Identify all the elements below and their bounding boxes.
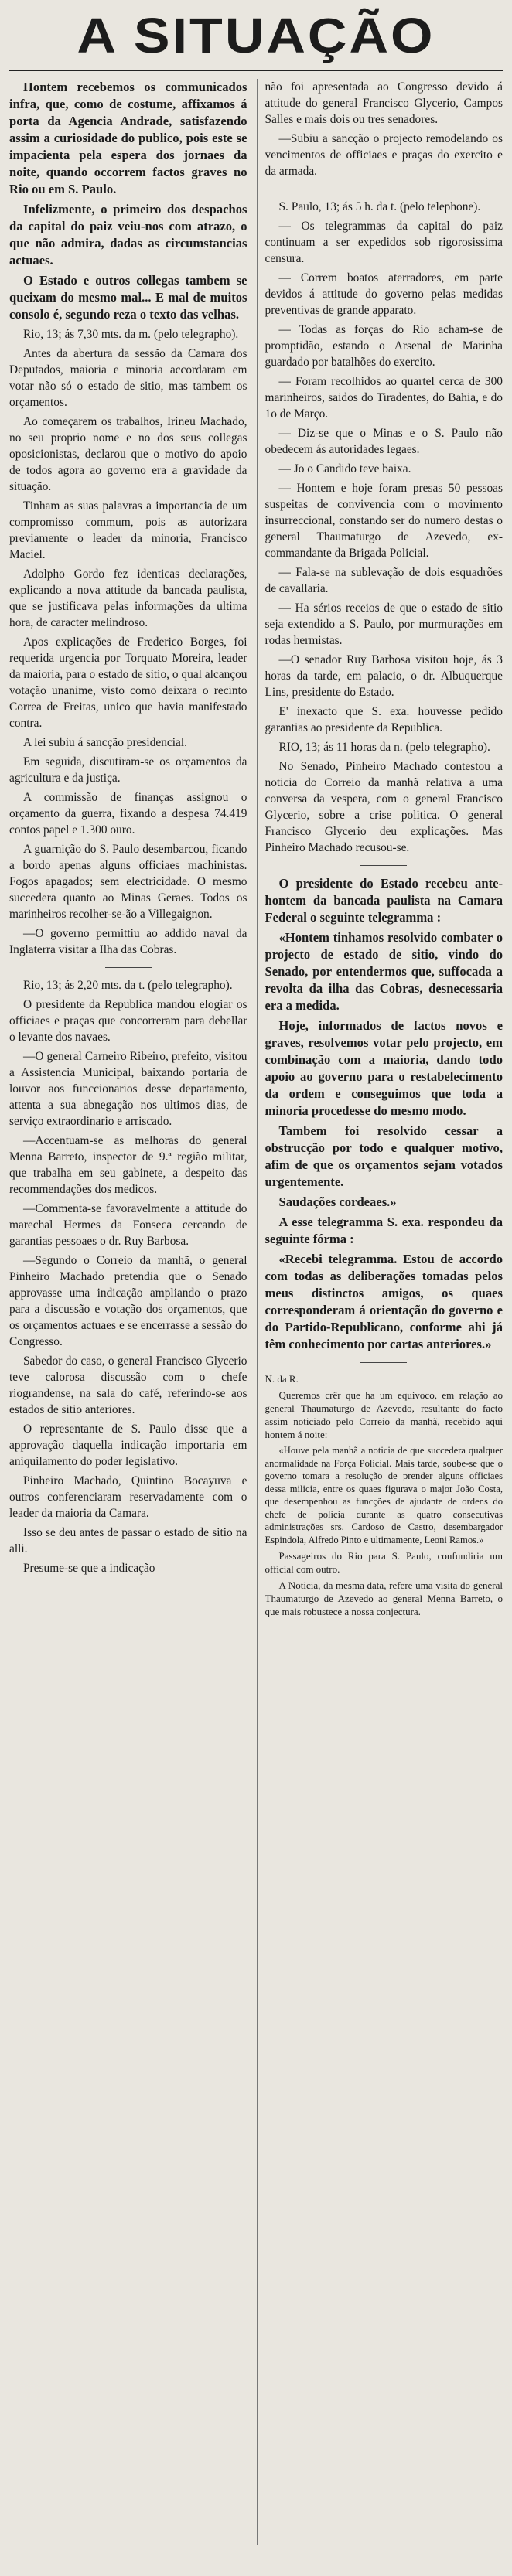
right-paragraph: —Subiu a sancção o projecto remodelando os vencimentos de officiaes e praças do exercito e da armada. (265, 132, 503, 178)
left-paragraph: Pinheiro Machado, Quintino Bocayuva e outros conferenciaram reservadamente com o leader da maioria da Camara. (9, 1474, 247, 1520)
columns (9, 79, 503, 2545)
right-paragraph: No Senado, Pinheiro Machado contestou a noticia do Correio da manhã relativa a uma conversa da vespera, com o general Francisco Glycerio, sobre a crise politica. O general Francisco Glycerio deu explicações. Mas Pinheiro Machado recusou-se. (265, 760, 503, 854)
left-paragraph: Apos explicações de Frederico Borges, foi requerida urgencia por Torquato Moreira, leader da maioria, para o estado de sitio, o qual alcançou votação unanime, visto como deixara o recinto Correa de Freitas, unico que havia manifestado contra. (9, 635, 247, 730)
left-paragraph: Ao começarem os trabalhos, Irineu Machado, no seu proprio nome e no dos seus collegas oposicionistas, declarou que o motivo do apoio de todos agora ao governo era a gravidade da situação. (9, 415, 247, 493)
left-paragraph: Infelizmente, o primeiro dos despachos da capital do paiz veiu-nos com atrazo, o que não admira, dadas as circumstancias actuaes. (9, 202, 247, 267)
right-paragraph: — Ha sérios receios de que o estado de sitio seja extendido a S. Paulo, por murmurações em rodas hermistas. (265, 601, 503, 647)
right-paragraph: RIO, 13; ás 11 horas da n. (pelo telegrapho). (278, 741, 490, 754)
right-column (257, 79, 503, 2545)
section-separator (360, 865, 407, 866)
right-paragraph: —O senador Ruy Barbosa visitou hoje, ás 3 horas da tarde, em palacio, o dr. Albuquerque Lins, presidente do Estado. (265, 653, 503, 699)
left-paragraph: Em seguida, discutiram-se os orçamentos da agricultura e da justiça. (9, 755, 247, 785)
left-column (9, 79, 247, 2545)
left-paragraph: A commissão de finanças assignou o orçamento da guerra, fixando a despesa 74.419 contos papel e 1.300 ouro. (9, 791, 247, 837)
left-paragraph: Isso se deu antes de passar o estado de sitio na alli. (9, 1526, 247, 1555)
right-paragraph: Queremos crêr que ha um equivoco, em relação ao general Thaumaturgo de Azevedo, resultante do facto assim noticiado pelo Correio da manhã, recebido aqui hontem á noite: (265, 1389, 503, 1440)
left-paragraph: Adolpho Gordo fez identicas declarações, explicando a nova attitude da bancada paulista, que se justificava pelas informações da ultima hora, de caracter melindroso. (9, 567, 247, 629)
left-paragraph: —Commenta-se favoravelmente a attitude do marechal Hermes da Fonseca cercando de garantias pessoaes o dr. Ruy Barbosa. (9, 1202, 247, 1248)
left-paragraph: —O general Carneiro Ribeiro, prefeito, visitou a Assistencia Municipal, baixando portaria de louvor aos funccionarios desse departamento, attenta a sua abnegação nos ultimos dias, de serviço extraordinario e arriscado. (9, 1050, 247, 1128)
left-paragraph: Presume-se que a indicação (23, 1562, 155, 1575)
right-paragraph: — Fala-se na sublevação de dois esquadrões de cavallaria. (265, 566, 503, 595)
right-paragraph: — Todas as forças do Rio acham-se de promptidão, estando o Arsenal de Marinha guardado por batalhões do exercito. (265, 323, 503, 369)
right-paragraph: — Hontem e hoje foram presas 50 pessoas suspeitas de convivencia com o movimento insurreccional, constando ser do numero destas o general Thaumaturgo de Azevedo, ex-commandante da Brigada Policial. (265, 482, 503, 560)
left-paragraph: Rio, 13; ás 7,30 mts. da m. (pelo telegrapho). (23, 328, 239, 341)
right-paragraph: «Hontem tinhamos resolvido combater o projecto de estado de sitio, vindo do Senado, por entendermos que, suffocada a revolta da ilha das Cobras, desnecessaria era a medida. (265, 930, 503, 1013)
right-paragraph: — Correm boatos aterradores, em parte devidos á attitude do governo pelas medidas preventivas de grande apparato. (265, 271, 503, 317)
left-paragraph: Rio, 13; ás 2,20 mts. da t. (pelo telegrapho). (23, 979, 233, 992)
section-separator (360, 1362, 407, 1363)
headline-rule (9, 70, 503, 71)
left-paragraph: Hontem recebemos os communicados infra, que, como de costume, affixamos á porta da Agencia Andrade, satisfazendo assim a curiosidade do publico, pois este se impacienta pela espera dos jornaes da noite, quando occorrem factos graves no Rio ou em S. Paulo. (9, 80, 247, 196)
right-paragraph: Saudações cordeaes.» (278, 1194, 397, 1209)
left-paragraph: —Segundo o Correio da manhã, o general Pinheiro Machado pretendia que o Senado approvasse uma indicação ampliando o prazo para a discussão e votação dos orçamentos, que os orçamentos actuaes e se encerrasse a sessão do Congresso. (9, 1254, 247, 1348)
right-paragraph: «Houve pela manhã a noticia de que succedera qualquer anormalidade na Força Policial. Mais tarde, soube-se que o governo tomara a resolução de prender alguns officiaes dessa milicia, entre os quaes figurava o major João Costa, que desempenhou as funcções de ajudante de ordens do chefe de policia durante as quatro consecutivas administrações srs. Cardoso de Castro, desembargador Espindola, Alfredo Pinto e ultimamente, Leoni Ramos.» (265, 1445, 503, 1545)
left-paragraph: —O governo permittiu ao addido naval da Inglaterra visitar a Ilha das Cobras. (9, 927, 247, 956)
left-paragraph: O presidente da Republica mandou elogiar os officiaes e praças que concorreram para debellar o levante dos navaes. (9, 998, 247, 1044)
left-paragraph: Sabedor do caso, o general Francisco Glycerio teve calorosa discussão com o chefe riograndense, na sala do café, referindo-se aos estados de sitio anteriores. (9, 1354, 247, 1416)
headline: A SITUAÇÃO (77, 8, 435, 63)
right-paragraph: A esse telegramma S. exa. respondeu da seguinte fórma : (265, 1215, 503, 1246)
right-paragraph: «Recebi telegramma. Estou de accordo com todas as deliberações tomadas pelos meus distinctos amigos, os quaes corresponderam á orientação do governo e do Partido-Republicano, conforme ahi já têm conhecimento por cartas anteriores.» (265, 1252, 503, 1351)
left-paragraph: O Estado e outros collegas tambem se queixam do mesmo mal... E mal de muitos consolo é, segundo reza o texto das velhas. (9, 273, 247, 322)
right-paragraph: — Diz-se que o Minas e o S. Paulo não obedecem ás autoridades legaes. (265, 427, 503, 456)
right-paragraph: E' inexacto que S. exa. houvesse pedido garantias ao presidente da Republica. (265, 705, 503, 734)
left-paragraph: Antes da abertura da sessão da Camara dos Deputados, maioria e minoria accordaram em votar não só o estado de sitio, mas tambem os orçamentos. (9, 347, 247, 409)
right-paragraph: Hoje, informados de factos novos e graves, resolvemos votar pelo projecto, em combinação com a maioria, dando todo apoio ao governo para o restabelecimento da ordem e conseguimos que toda a minoria procedesse do mesmo modo. (265, 1018, 503, 1118)
right-paragraph: — Jo o Candido teve baixa. (278, 462, 411, 475)
right-paragraph: Tambem foi resolvido cessar a obstrucção por todo e qualquer motivo, afim de que os orçamentos sejam votados urgentemente. (265, 1123, 503, 1189)
left-paragraph: A guarnição do S. Paulo desembarcou, ficando a bordo apenas alguns officiaes machinistas. Fogos apagados; sem electricidade. O mesmo succedera quanto ao Minas Geraes. Todos os marinheiros recolher-se-ão a Villegaignon. (9, 843, 247, 921)
left-paragraph: O representante de S. Paulo disse que a approvação daquella indicação importaria em aniquilamento do poder legislativo. (9, 1423, 247, 1468)
left-paragraph: A lei subiu á sancção presidencial. (23, 736, 187, 749)
left-paragraph: —Accentuam-se as melhoras do general Menna Barreto, inspector de 9.ª região militar, que trabalha em seu gabinete, a despeito das recommendações dos medicos. (9, 1134, 247, 1196)
left-paragraph: Tinham as suas palavras a importancia de um compromisso commum, pois as autorizara previamente o leader da minoria, Francisco Maciel. (9, 499, 247, 561)
right-paragraph: Passageiros do Rio para S. Paulo, confundiria um official com outro. (265, 1550, 503, 1575)
section-separator (105, 967, 152, 968)
right-paragraph: S. Paulo, 13; ás 5 h. da t. (pelo telephone). (278, 200, 481, 213)
right-paragraph: N. da R. (265, 1373, 299, 1385)
right-paragraph: — Os telegrammas da capital do paiz continuam a ser expedidos sob rigorosissima censura. (265, 220, 503, 265)
right-paragraph: — Foram recolhidos ao quartel cerca de 300 marinheiros, saidos do Tiradentes, do Bahia, e do 1o de Março. (265, 375, 503, 421)
right-paragraph: O presidente do Estado recebeu ante-hontem da bancada paulista na Camara Federal o seguinte telegramma : (265, 876, 503, 925)
right-paragraph: A Noticia, da mesma data, refere uma visita do general Thaumaturgo de Azevedo ao general Menna Barreto, o que mais robustece a nossa conjectura. (265, 1579, 503, 1617)
right-paragraph: não foi apresentada ao Congresso devido á attitude do general Francisco Glycerio, Campos Salles e mais dois ou tres senadores. (265, 80, 503, 126)
